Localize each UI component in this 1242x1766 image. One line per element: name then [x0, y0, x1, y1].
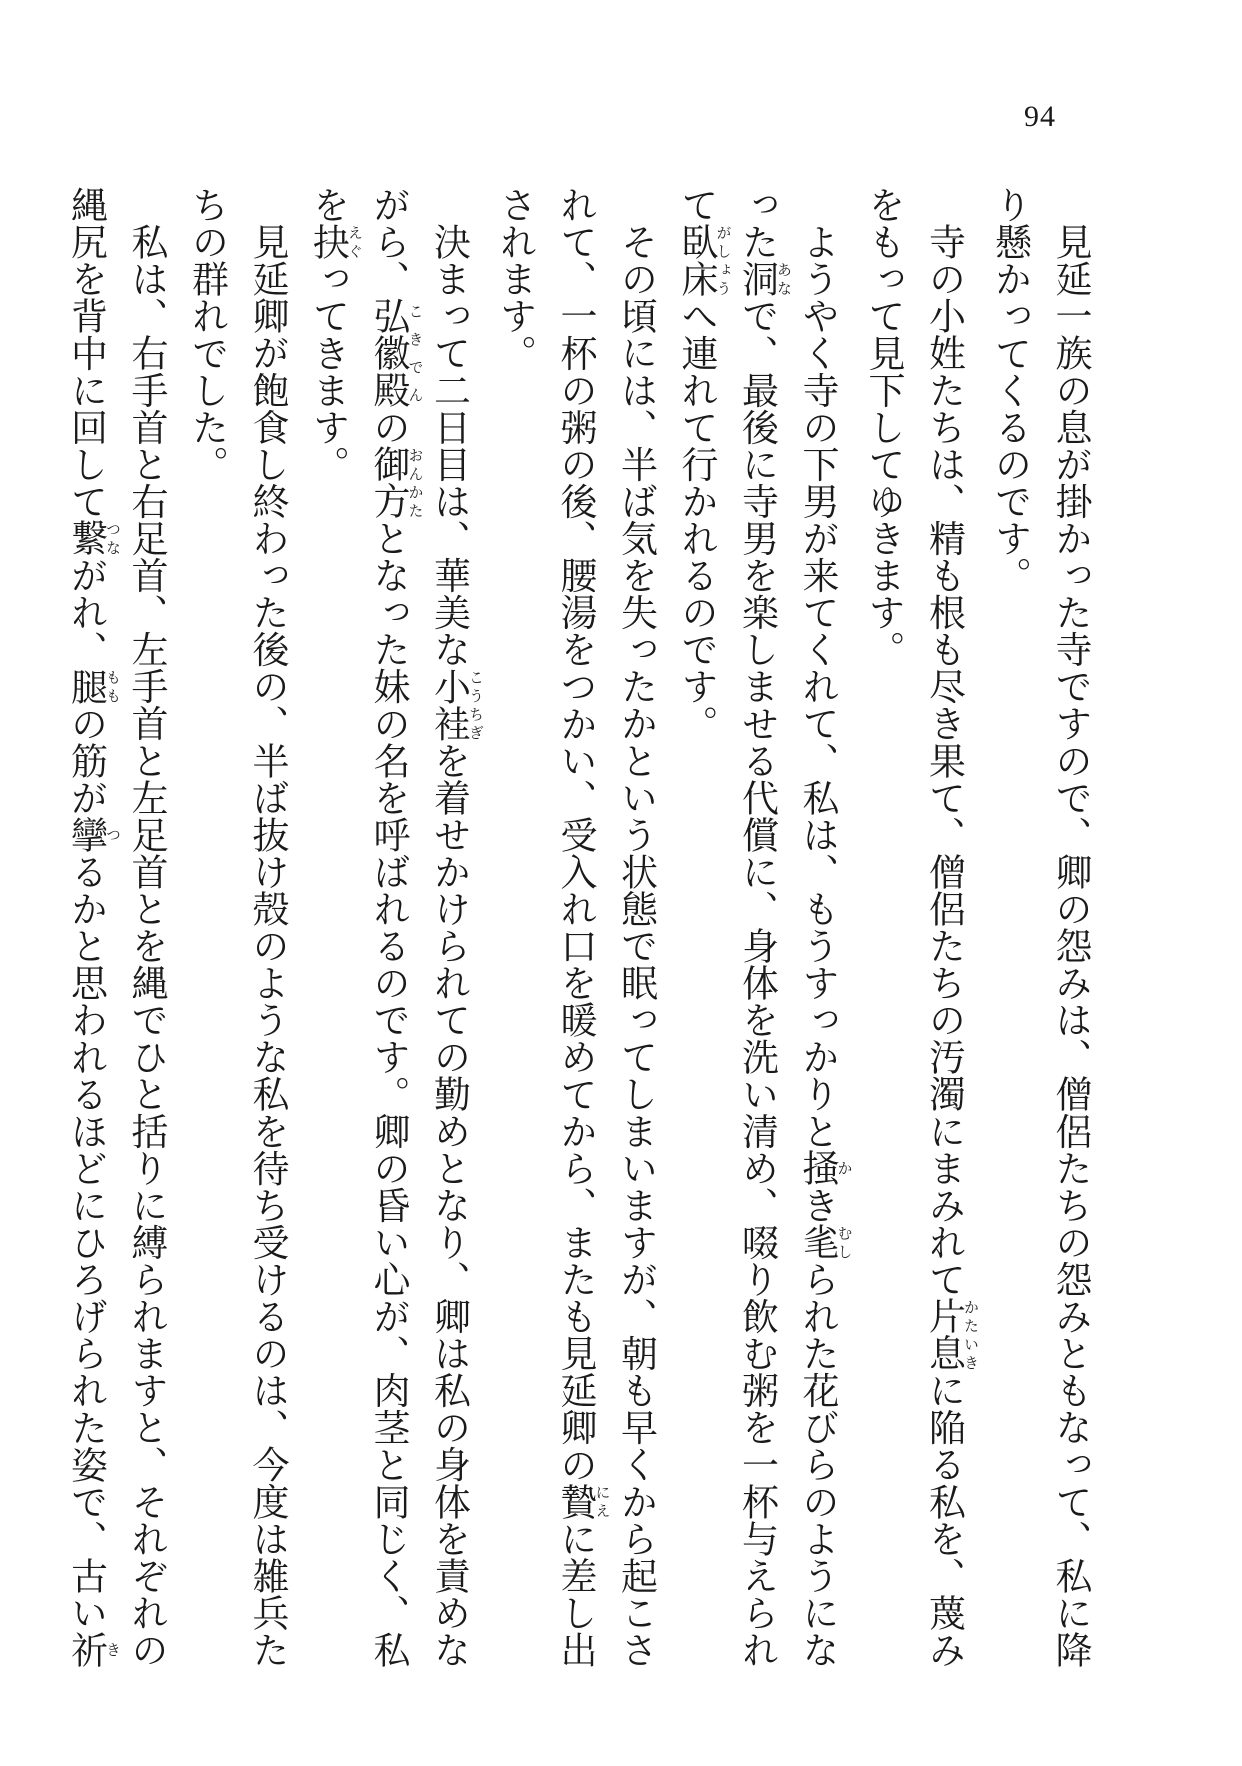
- ruby-reading: き: [104, 1631, 122, 1669]
- paragraph: [297, 186, 484, 1686]
- text-run: がれ、: [64, 556, 108, 668]
- ruby-base: 毟: [796, 1223, 839, 1261]
- ruby-annotation: [64, 519, 122, 557]
- ruby-annotation: [554, 1482, 612, 1520]
- text-run: 決まって二日目は、華美な: [427, 223, 471, 668]
- ruby-base: 弘徽殿: [367, 297, 410, 409]
- ruby-base: 繋: [64, 519, 108, 557]
- paragraph: [853, 186, 980, 1686]
- ruby-reading: がしょう: [714, 223, 733, 298]
- ruby-reading: か: [835, 1149, 854, 1187]
- ruby-base: 御方: [367, 445, 410, 520]
- text-run: 見延一族の息が掛かった寺ですので、卿の怨みは、僧侶たちの怨みともなって、私に降り懸かってくるのです。: [988, 186, 1092, 1668]
- ruby-base: 腿: [64, 667, 108, 705]
- ruby-reading: えぐ: [346, 223, 364, 261]
- ruby-reading: にえ: [593, 1482, 612, 1520]
- page-number: 94: [1024, 100, 1056, 133]
- ruby-base: 贄: [554, 1482, 597, 1520]
- text-run: るかと思われるほどにひろげられた姿で、古い: [64, 852, 108, 1632]
- text-run: その頃には、半ば気を失ったかという状態で眠ってしまいますが、朝も早くから起こされて、一杯の粥の後、腰湯をつかい、受入れ口を暖めてから、またも見延卿の: [554, 186, 658, 1668]
- text-run: となった妹の名を呼ばれるのです。卿の昏い心が、肉茎と同じく、私を: [306, 186, 410, 1669]
- ruby-annotation: [922, 1297, 980, 1372]
- text-run: に差し出されます。: [493, 186, 597, 1669]
- text-run: へ連れて行かれるのです。: [675, 297, 718, 742]
- text-run: 寺の小姓たちは、精も根も尽き果て、僧侶たちの汚濁にまみれて: [922, 223, 966, 1298]
- ruby-reading: こきでん: [406, 297, 425, 409]
- text-run: られた花びらのようになった: [735, 186, 839, 1668]
- paragraph: [55, 186, 176, 1686]
- ruby-annotation: [675, 223, 733, 298]
- ruby-reading: あな: [775, 260, 793, 298]
- ruby-annotation: [427, 667, 485, 742]
- ruby-reading: つ: [104, 815, 122, 853]
- text-run: の: [367, 408, 410, 446]
- ruby-base: 臥床: [675, 223, 718, 298]
- ruby-base: 抉: [306, 223, 350, 261]
- text-run: の筋が: [64, 704, 108, 816]
- paragraph: [176, 186, 297, 1686]
- ruby-reading: もも: [104, 667, 122, 705]
- ruby-annotation: [64, 815, 122, 853]
- ruby-base: 攣: [64, 815, 108, 853]
- paragraph: [484, 186, 666, 1686]
- text-run: 私は、右手首と右足首、左手首と左足首とを縄でひと括りに縛られますと、それぞれの縄尻を背中に回して: [64, 186, 168, 1668]
- text-run: 見延卿が飽食し終わった後の、半ば抜け殻のような私を待ち受けるのは、今度は雑兵たちの群れでした。: [185, 186, 289, 1668]
- body-text: [64, 186, 1100, 1686]
- ruby-annotation: [796, 1149, 854, 1187]
- ruby-annotation: [796, 1223, 854, 1261]
- paragraph: [666, 186, 853, 1686]
- text-run: で、最後に寺男を楽しませる代償に、身体を洗い清め、啜り飲む粥を一杯与えられて: [675, 186, 779, 1669]
- ruby-reading: かたいき: [962, 1297, 980, 1372]
- ruby-reading: おんかた: [406, 445, 425, 520]
- ruby-annotation: [367, 445, 425, 520]
- ruby-reading: むし: [835, 1223, 854, 1261]
- text-run: を着せかけられての勤めとなり、卿は私の身体を責めながら、: [367, 186, 471, 1668]
- text-run: に陥る私を、蔑みをもって見下してゆきます。: [862, 186, 966, 1668]
- ruby-reading: こうちぎ: [467, 667, 485, 742]
- ruby-base: 洞: [735, 260, 779, 298]
- ruby-annotation: [64, 667, 122, 705]
- text-run: ようやく寺の下男が来てくれて、私は、もうすっかりと: [796, 223, 839, 1150]
- ruby-base: 掻: [796, 1149, 839, 1187]
- ruby-annotation: [367, 297, 425, 409]
- paragraph: [979, 186, 1100, 1686]
- ruby-annotation: [306, 223, 364, 261]
- text-run: ってきます。: [306, 260, 350, 483]
- ruby-annotation: [64, 1631, 122, 1669]
- text-run: き: [796, 1186, 839, 1224]
- ruby-annotation: [735, 260, 793, 298]
- ruby-reading: つな: [104, 519, 122, 557]
- ruby-base: 小袿: [427, 667, 471, 742]
- ruby-base: 片息: [922, 1297, 966, 1372]
- ruby-base: 祈: [64, 1631, 108, 1669]
